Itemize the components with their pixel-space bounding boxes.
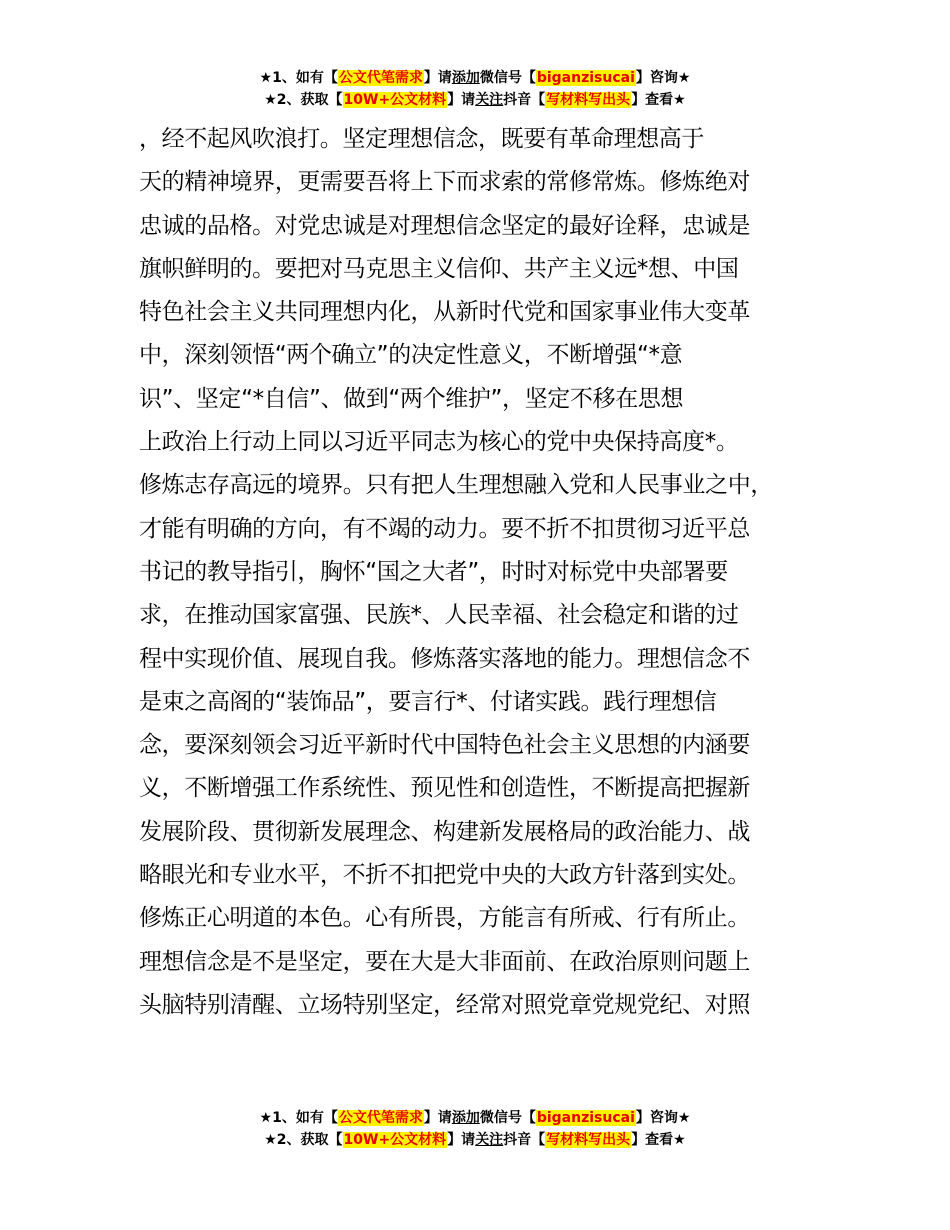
body-line: 识”、坚定“*自信”、做到“两个维护”，坚定不移在思想: [139, 385, 684, 412]
banner-line-1: [0, 67, 950, 89]
highlight-text: 10W+公文材料: [343, 1132, 447, 1148]
banner-text: 微信号【: [479, 1110, 536, 1126]
banner-text: 】请: [423, 1110, 452, 1126]
body-line: 旗帜鲜明的。要把对马克思主义信仰、共产主义远*想、中国: [139, 255, 739, 282]
banner-line-2: [0, 1129, 950, 1151]
banner-text: ★1、如有【: [259, 70, 338, 86]
footer-banner: [0, 1107, 950, 1151]
body-line: 特色社会主义共同理想内化，从新时代党和国家事业伟大变革: [139, 299, 751, 326]
body-line: 上政治上行动上同以习近平同志为核心的党中央保持高度*。: [139, 429, 739, 456]
body-line: 天的精神境界，更需要吾将上下而求索的常修常炼。修炼绝对: [139, 169, 751, 196]
body-line: 是束之高阁的“装饰品”，要言行*、付诸实践。践行理想信: [139, 688, 717, 715]
banner-text: 】咨询★: [635, 70, 691, 86]
banner-text: 抖音【: [503, 1132, 546, 1148]
banner-text: 】请: [423, 70, 452, 86]
document-body: [139, 118, 839, 1027]
banner-text: ★1、如有【: [259, 1110, 338, 1126]
wechat-id: biganzisucai: [536, 70, 635, 86]
underlined-text: 关注: [475, 1132, 504, 1148]
douyin-name: 写材料写出头: [546, 92, 631, 108]
banner-text: 】请: [447, 1132, 476, 1148]
banner-text: 】请: [447, 92, 476, 108]
body-line: 忠诚的品格。对党忠诚是对理想信念坚定的最好诠释，忠诚是: [139, 212, 751, 239]
banner-text: 】查看★: [631, 92, 686, 108]
header-banner: [0, 67, 950, 111]
underlined-text: 添加: [451, 70, 480, 86]
banner-text: 】查看★: [631, 1132, 686, 1148]
body-line: 修炼正心明道的本色。心有所畏，方能言有所戒、行有所止。: [139, 905, 751, 932]
body-line: 中，深刻领悟“两个确立”的决定性意义，不断增强“*意: [139, 342, 683, 369]
body-line: 才能有明确的方向，有不竭的动力。要不折不扣贯彻习近平总: [139, 515, 751, 542]
highlight-text: 10W+公文材料: [343, 92, 447, 108]
underlined-text: 添加: [451, 1110, 480, 1126]
body-line: 念，要深刻领会习近平新时代中国特色社会主义思想的内涵要: [139, 732, 751, 759]
body-line: 头脑特别清醒、立场特别坚定，经常对照党章党规党纪、对照: [139, 991, 751, 1018]
banner-line-2: [0, 89, 950, 111]
body-line: 求，在推动国家富强、民族*、人民幸福、社会稳定和谐的过: [139, 602, 739, 629]
underlined-text: 关注: [475, 92, 504, 108]
banner-text: ★2、获取【: [264, 92, 343, 108]
body-line: 书记的教导指引，胸怀“国之大者”，时时对标党中央部署要: [139, 558, 728, 585]
banner-line-1: [0, 1107, 950, 1129]
body-line: 修炼志存高远的境界。只有把人生理想融入党和人民事业之中，: [139, 472, 774, 499]
body-line: 义，不断增强工作系统性、预见性和创造性，不断提高把握新: [139, 775, 751, 802]
body-line: 发展阶段、贯彻新发展理念、构建新发展格局的政治能力、战: [139, 818, 751, 845]
body-line: 程中实现价值、展现自我。修炼落实落地的能力。理想信念不: [139, 645, 751, 672]
douyin-name: 写材料写出头: [546, 1132, 631, 1148]
wechat-id: biganzisucai: [536, 1110, 635, 1126]
banner-text: 微信号【: [479, 70, 536, 86]
banner-text: 抖音【: [503, 92, 546, 108]
highlight-text: 公文代笔需求: [338, 70, 423, 86]
body-line: 略眼光和专业水平，不折不扣把党中央的大政方针落到实处。: [139, 862, 751, 889]
body-line: 理想信念是不是坚定，要在大是大非面前、在政治原则问题上: [139, 948, 751, 975]
banner-text: ★2、获取【: [264, 1132, 343, 1148]
highlight-text: 公文代笔需求: [338, 1110, 423, 1126]
body-line: ，经不起风吹浪打。坚定理想信念，既要有革命理想高于: [139, 126, 705, 152]
banner-text: 】咨询★: [635, 1110, 691, 1126]
